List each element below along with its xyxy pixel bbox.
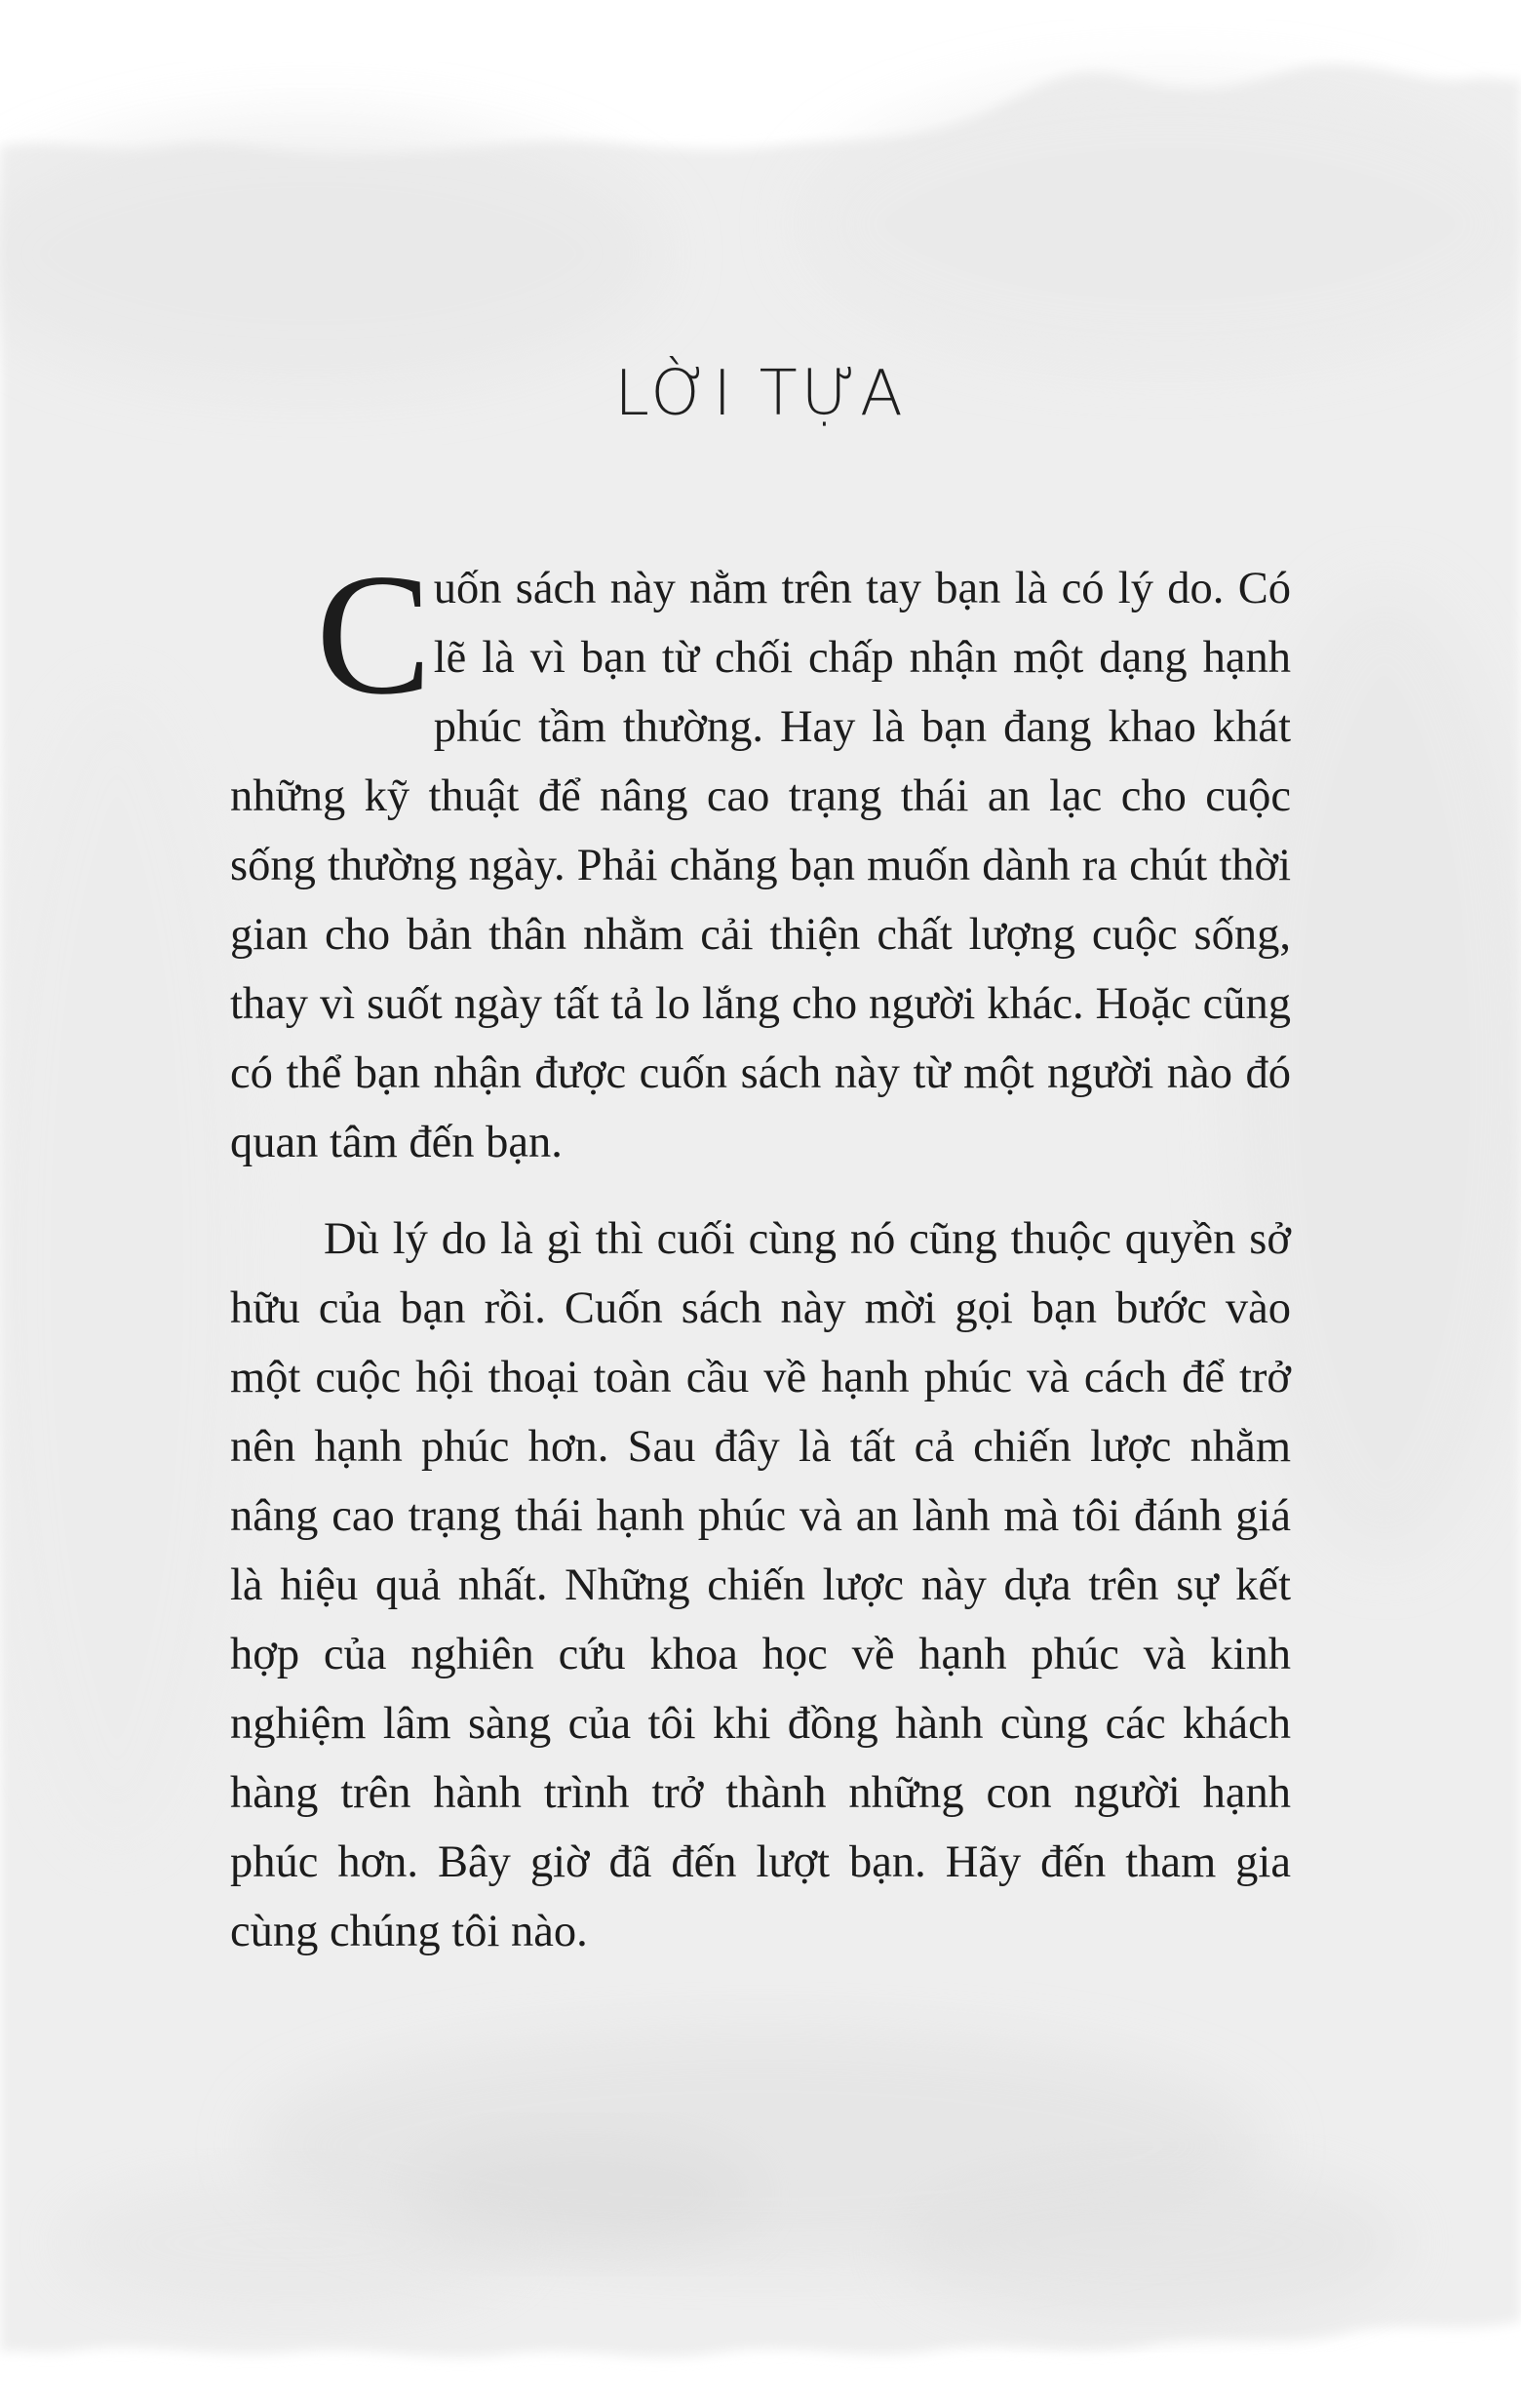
drop-cap: C — [316, 537, 432, 730]
paragraph-1 — [230, 537, 1291, 1177]
page-title: LỜI TỰA — [614, 358, 907, 430]
preface-body — [230, 537, 1291, 1966]
paragraph-1-text: uốn sách này nằm trên tay bạn là có lý do. Có lẽ là vì bạn từ chối chấp nhận một dạng hạnh phúc tầm thường. Hay là bạn đang khao khát những kỹ thuật để nâng cao trạng thái an lạc cho cuộc sống thường ngày. Phải chăng bạn muốn dành ra chút thời gian cho bản thân nhằm cải thiện chất lượng cuộc sống, thay vì suốt ngày tất tả lo lắng cho người khác. Hoặc cũng có thể bạn nhận được cuốn sách này từ một người nào đó quan tâm đến bạn. — [230, 564, 1291, 1167]
paragraph-2: Dù lý do là gì thì cuối cùng nó cũng thuộc quyền sở hữu của bạn rồi. Cuốn sách này mời gọi bạn bước vào một cuộc hội thoại toàn cầu về hạnh phúc và cách để trở nên hạnh phúc hơn. Sau đây là tất cả chiến lược nhằm nâng cao trạng thái hạnh phúc và an lành mà tôi đánh giá là hiệu quả nhất. Những chiến lược này dựa trên sự kết hợp của nghiên cứu khoa học về hạnh phúc và kinh nghiệm lâm sàng của tôi khi đồng hành cùng các khách hàng trên hành trình trở thành những con người hạnh phúc hơn. Bây giờ đã đến lượt bạn. Hãy đến tham gia cùng chúng tôi nào. — [230, 1214, 1291, 1956]
